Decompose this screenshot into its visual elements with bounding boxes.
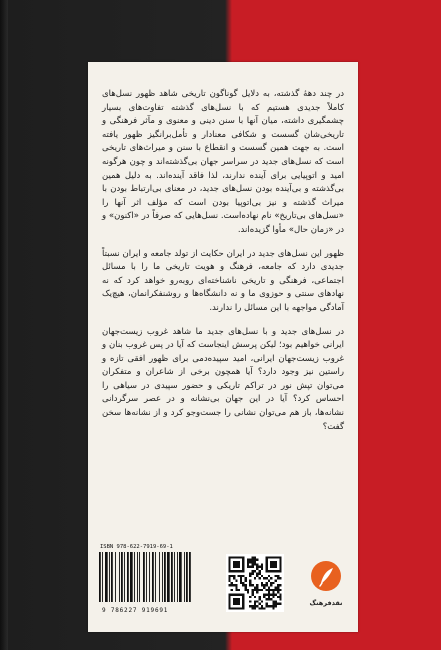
quill-logo-icon <box>310 560 342 592</box>
blurb-paragraph-1: در چند دههٔ گذشته، به دلایل گوناگون تاریخی شاهد ظهور نسل‌های کاملاً جدیدی هستیم که با نسل‌های گذشته تفاوت‌های بسیار چشمگیری داشته، میان آنها با سنن دینی و معنوی و مآثر فرهنگی و تاریخی‌شان گسست و شکافی معنادار و تأمل‌برانگیز ظهور یافته است. به جهت همین گسست و انقطاع با سنن و میراث‌های تاریخی است که نسل‌های جدید در سراسر جهان بی‌گذشته‌اند و چون هرگونه امید و اتوپیایی برای آینده ندارند، لذا فاقد آینده‌اند. به دلیل همین بی‌گذشته و بی‌آینده بودن نسل‌های جدید، در معنای بی‌ارتباط بودن با میراث گذشته و نیز بی‌اتوپیا بودن است که مؤلف اثر آنها را «نسل‌های بی‌تاریخ» نام نهاده‌است. نسل‌هایی که صرفاً در «اکنون» و در «زمان حال» مأوا گزیده‌اند. <box>102 89 344 235</box>
blurb-text <box>102 88 344 444</box>
publisher-logo <box>306 560 346 612</box>
publisher-name: نقدفرهنگ <box>309 599 343 607</box>
barcode <box>98 552 216 602</box>
isbn-block <box>96 544 218 622</box>
spine-edge <box>0 0 8 650</box>
text-panel <box>88 62 358 632</box>
isbn-label: ISBN 978-622-7919-69-1 <box>100 544 173 550</box>
blurb-paragraph-2: ظهور این نسل‌های جدید در ایران حکایت از تولد جامعه و ایران نسبتاً جدیدی دارد که جامعه، فرهنگ و هویت تاریخی ما را با مسائل اجتماعی، فرهنگی و تاریخی ناشناخته‌ای روبه‌رو خواهد کرد که نه نهادهای سنتی و حوزوی ما و نه دانشگاه‌ها و روشنفکرانمان، هیچ‌یک آمادگی مواجهه با این مسائل را ندارند. <box>102 248 344 313</box>
blurb-paragraph-3: در نسل‌های جدید و با نسل‌های جدید ما شاهد غروب زیست‌جهان ایرانی خواهیم بود؛ لیکن پرسش اینجاست که آیا در پس غروب بنان و غروب زیست‌جهان ایرانی، امید سپیده‌دمی برای ظهور افقی تازه و راستین نیز وجود دارد؟ آیا همچون برخی از شاعران و متفکران می‌توان تپش نور در تراکم تاریکی و حضور سپیدی در سیاهی را احساس کرد؟ آیا در این جهان بی‌نشانه و در عصر سرگردانی نشانه‌ها، باز هم می‌توان نشانی را جست‌وجو کرد و از نشانه‌ها سخن گفت؟ <box>102 326 344 432</box>
barcode-number: 9 786227 919691 <box>102 607 169 614</box>
qr-code <box>226 554 284 612</box>
